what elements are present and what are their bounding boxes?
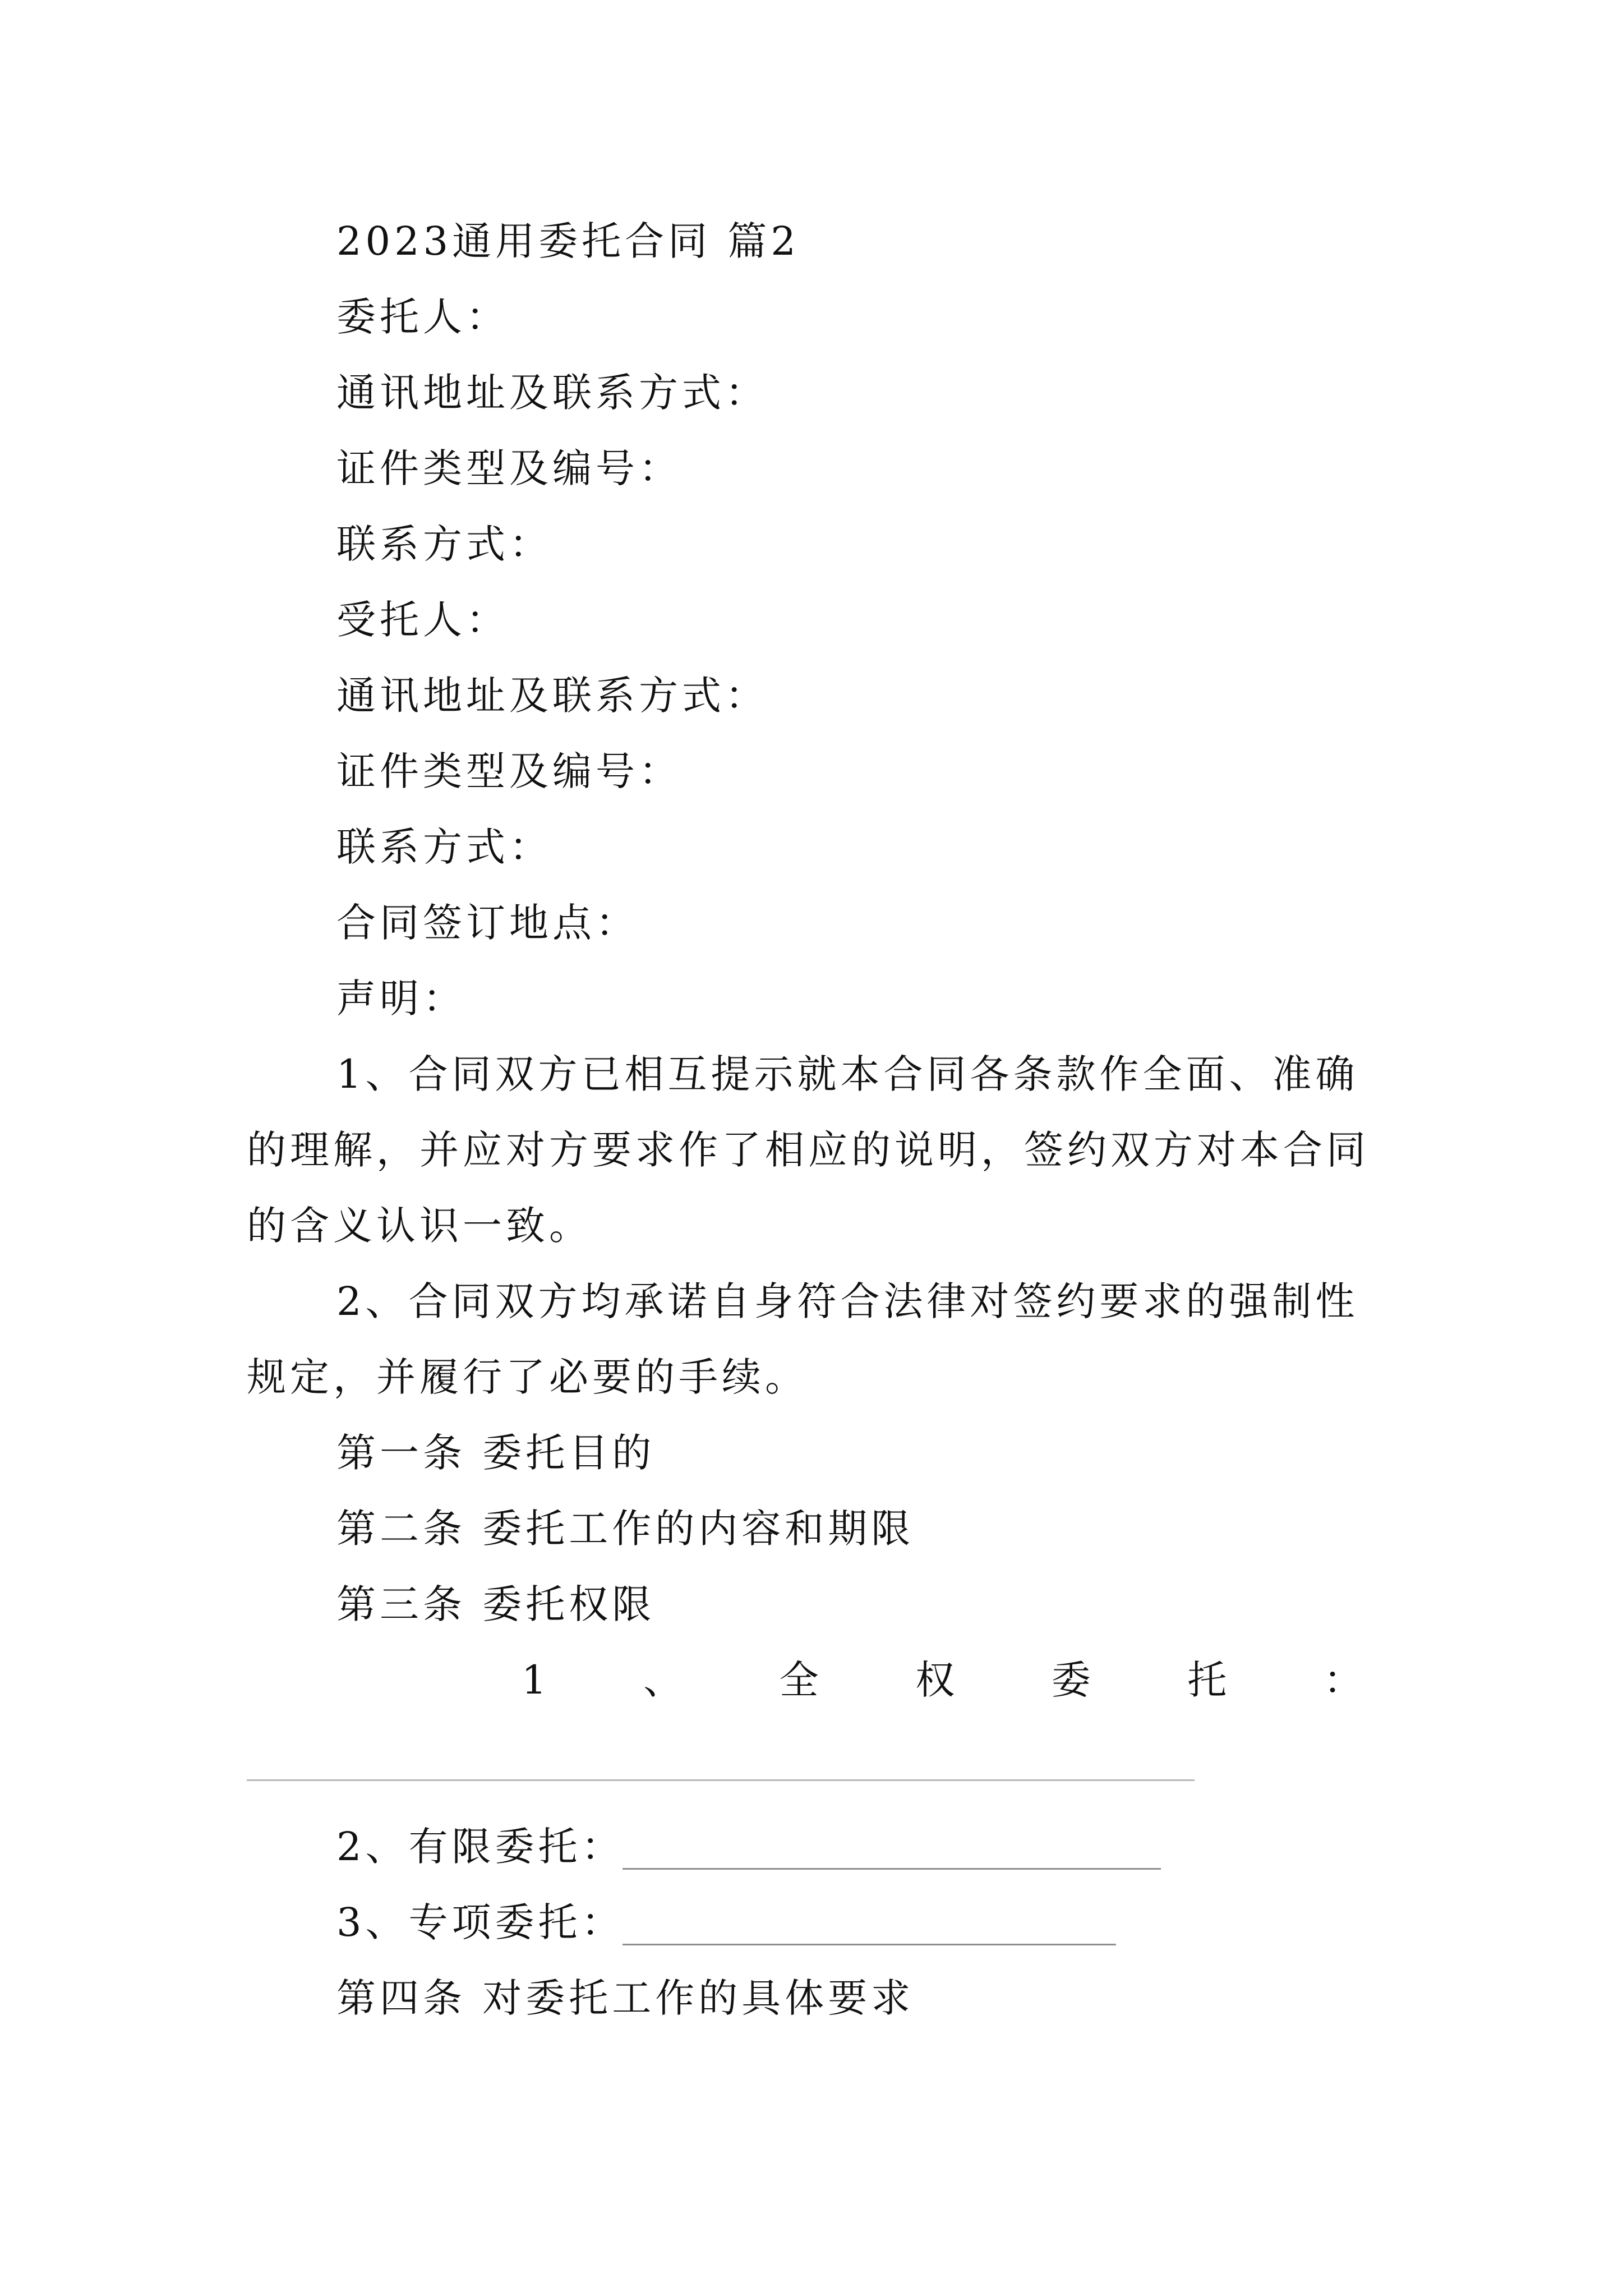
principal-address-label: 通讯地址及联系方式：: [336, 370, 768, 416]
statement-label: 声明：: [336, 976, 466, 1022]
authority-full-char: 、: [643, 1657, 683, 1703]
statement-1-line-1: 1、合同双方已相互提示就本合同各条款作全面、准确: [336, 1051, 1359, 1097]
statement-1-line-3: 的含义认识一致。: [247, 1203, 592, 1249]
agent-address-label: 通讯地址及联系方式：: [336, 673, 768, 719]
article-3-heading: 第三条 委托权限: [336, 1581, 656, 1627]
article-1-heading: 第一条 委托目的: [336, 1430, 656, 1476]
authority-full-char: 1: [522, 1657, 547, 1703]
authority-full-char: 权: [915, 1657, 955, 1703]
authority-full-char: 委: [1051, 1657, 1091, 1703]
authority-full-blank-line: [247, 1779, 1195, 1781]
authority-full-char: ：: [1323, 1657, 1363, 1703]
authority-limited-blank-line: [623, 1868, 1161, 1870]
authority-special-blank-line: [623, 1944, 1116, 1945]
signing-place-label: 合同签订地点：: [336, 900, 639, 946]
statement-2-line-1: 2、合同双方均承诺自身符合法律对签约要求的强制性: [336, 1278, 1359, 1324]
authority-full-char: 全: [779, 1657, 819, 1703]
document-title: 2023通用委托合同 篇2: [336, 218, 800, 264]
statement-1-line-2: 的理解，并应对方要求作了相应的说明，签约双方对本合同: [247, 1127, 1370, 1173]
authority-full-line: [522, 1655, 1363, 1705]
authority-special-label: 3、专项委托：: [336, 1899, 625, 1945]
agent-contact-label: 联系方式：: [336, 824, 552, 870]
article-4-heading: 第四条 对委托工作的具体要求: [336, 1975, 915, 2021]
statement-2-line-2: 规定，并履行了必要的手续。: [247, 1354, 808, 1400]
principal-id-label: 证件类型及编号：: [336, 445, 682, 491]
principal-contact-label: 联系方式：: [336, 521, 552, 567]
principal-label: 委托人：: [336, 294, 509, 340]
agent-id-label: 证件类型及编号：: [336, 748, 682, 794]
article-2-heading: 第二条 委托工作的内容和期限: [336, 1506, 915, 1552]
authority-full-char: 托: [1187, 1657, 1227, 1703]
agent-label: 受托人：: [336, 597, 509, 643]
authority-limited-label: 2、有限委托：: [336, 1824, 625, 1870]
